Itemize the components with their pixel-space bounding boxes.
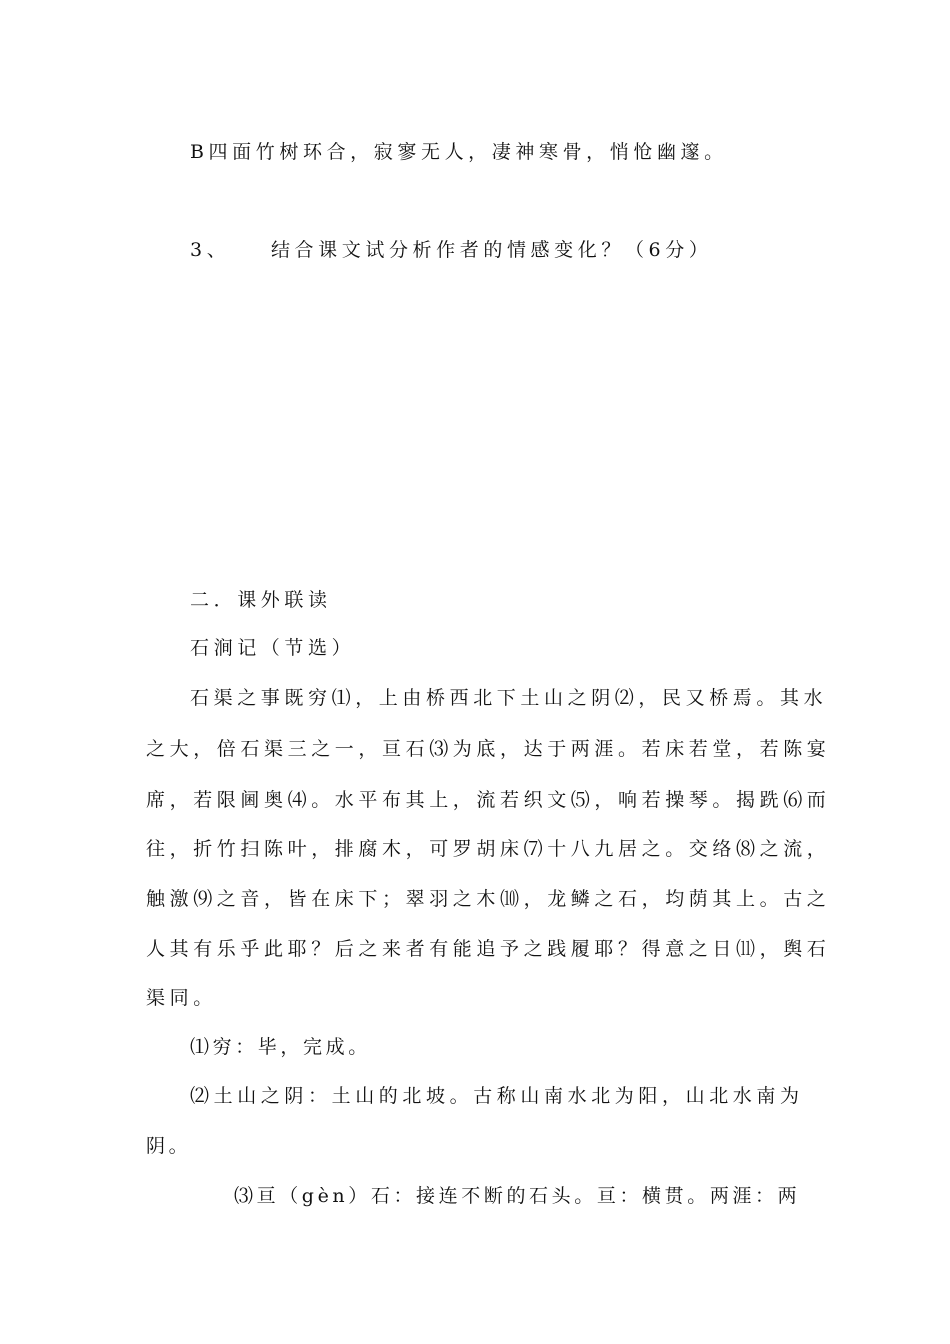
question-text: 结合课文试分析作者的情感变化？（6分） bbox=[270, 239, 713, 261]
question-3 bbox=[190, 238, 712, 262]
footnote-2: ⑵土山之阴：土山的北坡。古称山南水北为阳，山北水南为 bbox=[190, 1085, 804, 1107]
footnote-3: ⑶亘（gèn）石：接连不断的石头。亘：横贯。两涯：两 bbox=[234, 1185, 801, 1207]
passage-line: 触激⑼之音，皆在床下；翠羽之木⑽，龙鳞之石，均荫其上。古之 bbox=[146, 888, 831, 910]
option-b-line: B四面竹树环合，寂寥无人，凄神寒骨，悄怆幽邃。 bbox=[190, 141, 728, 163]
passage-line: 之大，倍石渠三之一，亘石⑶为底，达于两涯。若床若堂，若陈宴 bbox=[146, 738, 831, 760]
footnote-1: ⑴穷：毕，完成。 bbox=[190, 1036, 371, 1058]
footnote-2-cont: 阴。 bbox=[146, 1135, 192, 1157]
passage-line: 人其有乐乎此耶？后之来者有能追予之践履耶？得意之日⑾，舆石 bbox=[146, 938, 831, 960]
passage-line: 席，若限阃奥⑷。水平布其上，流若织文⑸，响若操琴。揭跣⑹而 bbox=[146, 789, 831, 811]
question-number: 3、 bbox=[190, 239, 231, 261]
section-heading: 二．课外联读 bbox=[190, 589, 332, 611]
passage-title: 石涧记（节选） bbox=[190, 637, 356, 659]
passage-line: 石渠之事既穷⑴，上由桥西北下土山之阴⑵，民又桥焉。其水 bbox=[190, 687, 828, 709]
passage-line: 渠同。 bbox=[146, 987, 217, 1009]
passage-line: 往，折竹扫陈叶，排腐木，可罗胡床⑺十八九居之。交络⑻之流， bbox=[146, 838, 831, 860]
